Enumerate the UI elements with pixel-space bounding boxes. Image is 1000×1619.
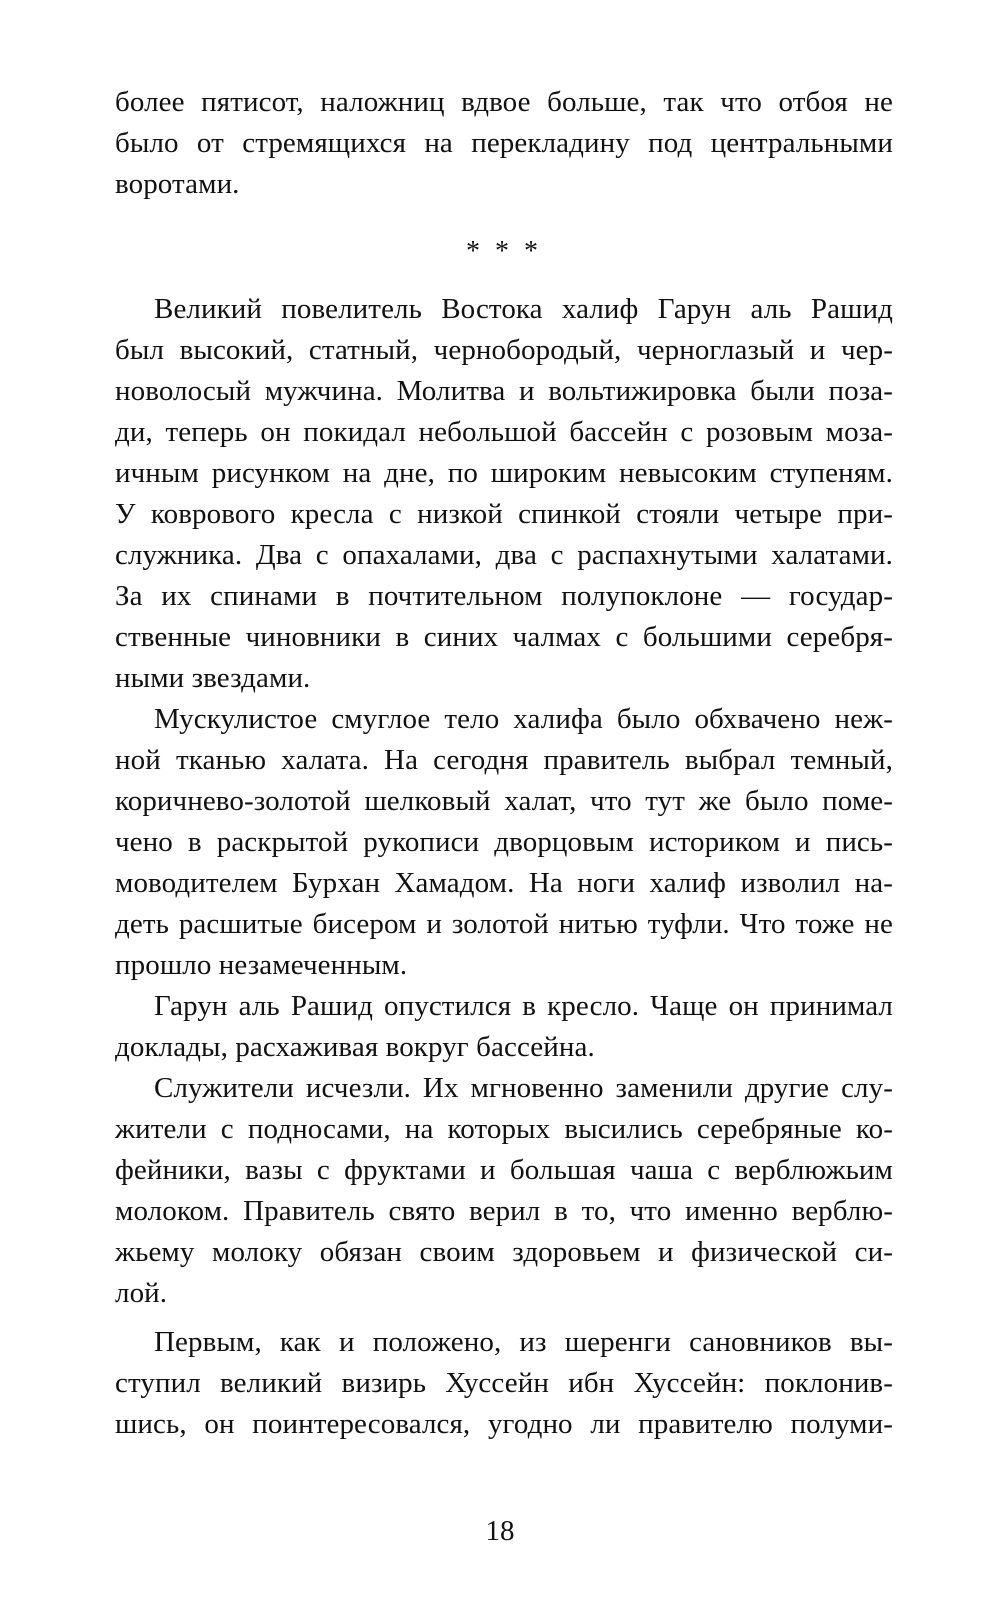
text-line: Служители исчезли. Их мгновенно заменили другие слу- [154,1072,893,1104]
text-line: Первым, как и положено, из шеренги сановников вы- [154,1326,893,1358]
text-line: шись, он поинтересовался, угодно ли правителю полуми- [115,1408,893,1440]
text-line: За их спинами в почтительном полупоклоне — государ- [115,580,893,612]
text-line: воротами. [115,168,240,200]
text-line: доклады, расхаживая вокруг бассейна. [115,1031,595,1063]
paragraph [115,82,893,205]
paragraph [115,699,893,986]
page-body [115,82,893,1445]
text-line: Гарун аль Рашид опустился в кресло. Чаще он принимал [154,990,893,1022]
text-line: ной тканью халата. На сегодня правитель выбрал темный, [115,744,893,776]
text-line: Мускулистое смуглое тело халифа было обхвачено неж- [154,703,893,735]
paragraph [115,1322,893,1445]
paragraph [115,289,893,699]
text-line: коричнево-золотой шелковый халат, что тут же было поме- [115,785,893,817]
paragraph [115,1068,893,1314]
text-line: ступил великий визирь Хуссейн ибн Хуссейн: поклонив- [115,1367,893,1399]
text-line: лой. [115,1277,168,1309]
text-line: У коврового кресла с низкой спинкой стояли четыре при- [115,498,893,530]
text-line: новолосый мужчина. Молитва и вольтижировка были поза- [115,375,893,407]
text-line: фейники, вазы с фруктами и большая чаша с верблюжьим [115,1154,893,1186]
text-line: ичным рисунком на дне, по широким невысоким ступеням. [115,457,893,489]
text-line: моводителем Бурхан Хамадом. На ноги халиф изволил на- [115,867,893,899]
text-line: деть расшитые бисером и золотой нитью туфли. Что тоже не [115,908,893,940]
text-line: было от стремящихся на перекладину под центральными [115,127,893,159]
section-separator: * * * [466,236,542,267]
text-line: служника. Два с опахалами, два с распахнутыми халатами. [115,539,893,571]
page-number: 18 [485,1515,515,1547]
text-line: ными звездами. [115,662,311,694]
paragraph [115,986,893,1068]
text-line: Великий повелитель Востока халиф Гарун аль Рашид [154,293,893,325]
text-line: жители с подносами, на которых высились серебряные ко- [115,1113,893,1145]
text-line: ди, теперь он покидал небольшой бассейн с розовым моза- [115,416,893,448]
text-line: ственные чиновники в синих чалмах с большими серебря- [115,621,893,653]
text-line: жьему молоку обязан своим здоровьем и физической си- [115,1236,893,1268]
text-line: был высокий, статный, чернобородый, черноглазый и чер- [115,334,893,366]
text-line: более пятисот, наложниц вдвое больше, так что отбоя не [115,86,893,118]
text-line: прошло незамеченным. [115,949,408,981]
text-line: молоком. Правитель свято верил в то, что именно верблю- [115,1195,893,1227]
text-line: чено в раскрытой рукописи дворцовым историком и пись- [115,826,893,858]
